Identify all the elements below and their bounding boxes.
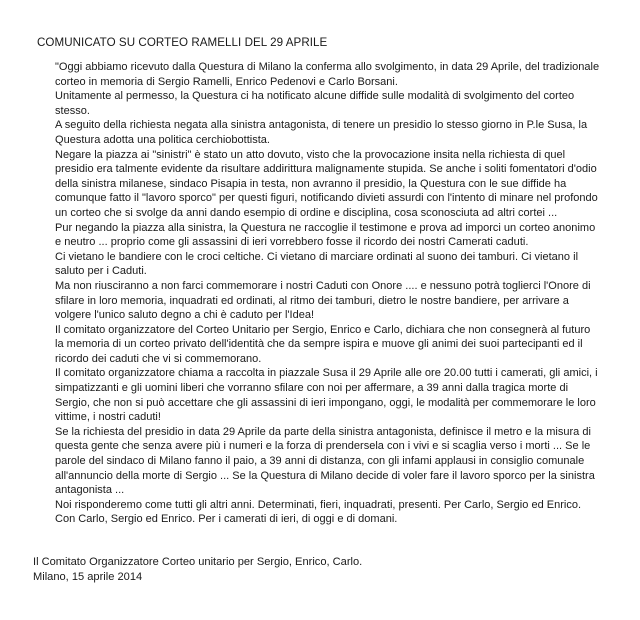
body-line: parole del sindaco di Milano fanno il paio, a 39 anni di distanza, con gli infami applausi in consiglio comunale: [55, 455, 585, 468]
body-line: saluto per i Caduti.: [55, 265, 147, 278]
body-line: questa gente che senza avere più i numeri e la forza di prendersela con i vivi e si scaglia verso i morti ... Se le: [55, 440, 591, 453]
body-line: all'annuncio della morte di Sergio ... Se la Questura di Milano decide di voler fare il lavoro sporco per la sinistra: [55, 469, 595, 482]
body-line: A seguito della richiesta negata alla sinistra antagonista, di tenere un presidio lo stesso giorno in P.le Susa, la: [55, 119, 588, 132]
body-line: presidio era talmente evidente da risultare addirittura malignamente stupida. Se anche i soliti fomentatori d'odio: [55, 163, 597, 176]
body-line: comunque fatto il "lavoro sporco" per questi figuri, notificando divieti assurdi con l'intento di minare nel profondo: [55, 192, 598, 205]
body-line: e neutro ... proprio come gli assassini di ieri vorrebbero fosse il ricordo dei nostri Camerati caduti.: [55, 236, 529, 249]
body-line: antagonista ...: [55, 484, 125, 497]
body-line: Se la richiesta del presidio in data 29 Aprile da parte della sinistra antagonista, definisce il metro e la misura di: [55, 425, 591, 438]
body-line: Con Carlo, Sergio ed Enrico. Per i camerati di ieri, di oggi e di domani.: [55, 513, 398, 526]
body-line: la memoria di un corteo privato dell'identità che da sempre ispira e muove gli animi dei suoi partecipanti ed il: [55, 338, 583, 351]
body-line: vittime, i nostri caduti!: [55, 411, 161, 424]
body-line: corteo in memoria di Sergio Ramelli, Enrico Pedenovi e Carlo Borsani.: [55, 75, 398, 88]
body-line: Unitamente al permesso, la Questura ci ha notificato alcune diffide sulle modalità di svolgimento del corteo: [55, 90, 575, 103]
body-line: Pur negando la piazza alla sinistra, la Questura ne raccoglie il testimone e prova ad imporci un corteo anonimo: [55, 221, 596, 234]
body-line: Noi risponderemo come tutti gli altri anni. Determinati, fieri, inquadrati, presenti. Per Carlo, Sergio ed Enrico.: [55, 498, 582, 511]
body-line: "Oggi abbiamo ricevuto dalla Questura di Milano la conferma allo svolgimento, in data 29 Aprile, del tradizionale: [55, 61, 600, 73]
body-line: della sinistra milanese, sindaco Pisapia in testa, non avranno il presidio, la Questura con le sue diffide ha: [55, 177, 567, 190]
body-line: Il comitato organizzatore del Corteo Unitario per Sergio, Enrico e Carlo, dichiara che non consegnerà al futuro: [55, 323, 591, 336]
body-line: Questura adotta una politica cerchiobottista.: [55, 133, 270, 146]
body-line: volgere l'unico saluto degno a chi è caduto per l'Idea!: [55, 309, 315, 322]
date-line: Milano, 15 aprile 2014: [33, 570, 143, 583]
body-line: stesso.: [55, 104, 90, 117]
body-line: simpatizzanti e gli uomini liberi che vorranno sfilare con noi per affermare, a 39 anni dalla tragica morte di: [55, 382, 569, 395]
body-line: un corteo che si svolge da anni dando esempio di ordine e disciplina, cosa sconosciuta ad altri cortei ...: [55, 206, 558, 219]
document-body: [55, 60, 640, 527]
document-title: COMUNICATO SU CORTEO RAMELLI DEL 29 APRILE: [37, 36, 328, 49]
body-line: Sergio, che non si può accettare che gli assassini di ieri impongano, oggi, le modalità per commemorare le loro: [55, 396, 596, 409]
body-line: Ci vietano le bandiere con le croci celtiche. Ci vietano di marciare ordinati al suono dei tamburi. Ci vietano il: [55, 250, 579, 263]
body-line: Il comitato organizzatore chiama a raccolta in piazzale Susa il 29 Aprile alle ore 20.00 tutti i camerati, gli amici, i: [55, 367, 598, 380]
body-line: sfilare in loro memoria, inquadrati ed ordinati, al ritmo dei tamburi, dietro le nostre bandiere, per arrivare a: [55, 294, 569, 307]
body-line: Negare la piazza ai "sinistri" è stato un atto dovuto, visto che la provocazione insita nella richiesta di quel: [55, 148, 566, 161]
body-line: ricordo dei caduti che vi si commemorano.: [55, 352, 262, 365]
signature-line: Il Comitato Organizzatore Corteo unitario per Sergio, Enrico, Carlo.: [33, 556, 363, 568]
body-line: Ma non riusciranno a non farci commemorare i nostri Caduti con Onore .... e nessuno potrà toglierci l'Onore di: [55, 279, 591, 292]
signature-block: [33, 555, 633, 584]
